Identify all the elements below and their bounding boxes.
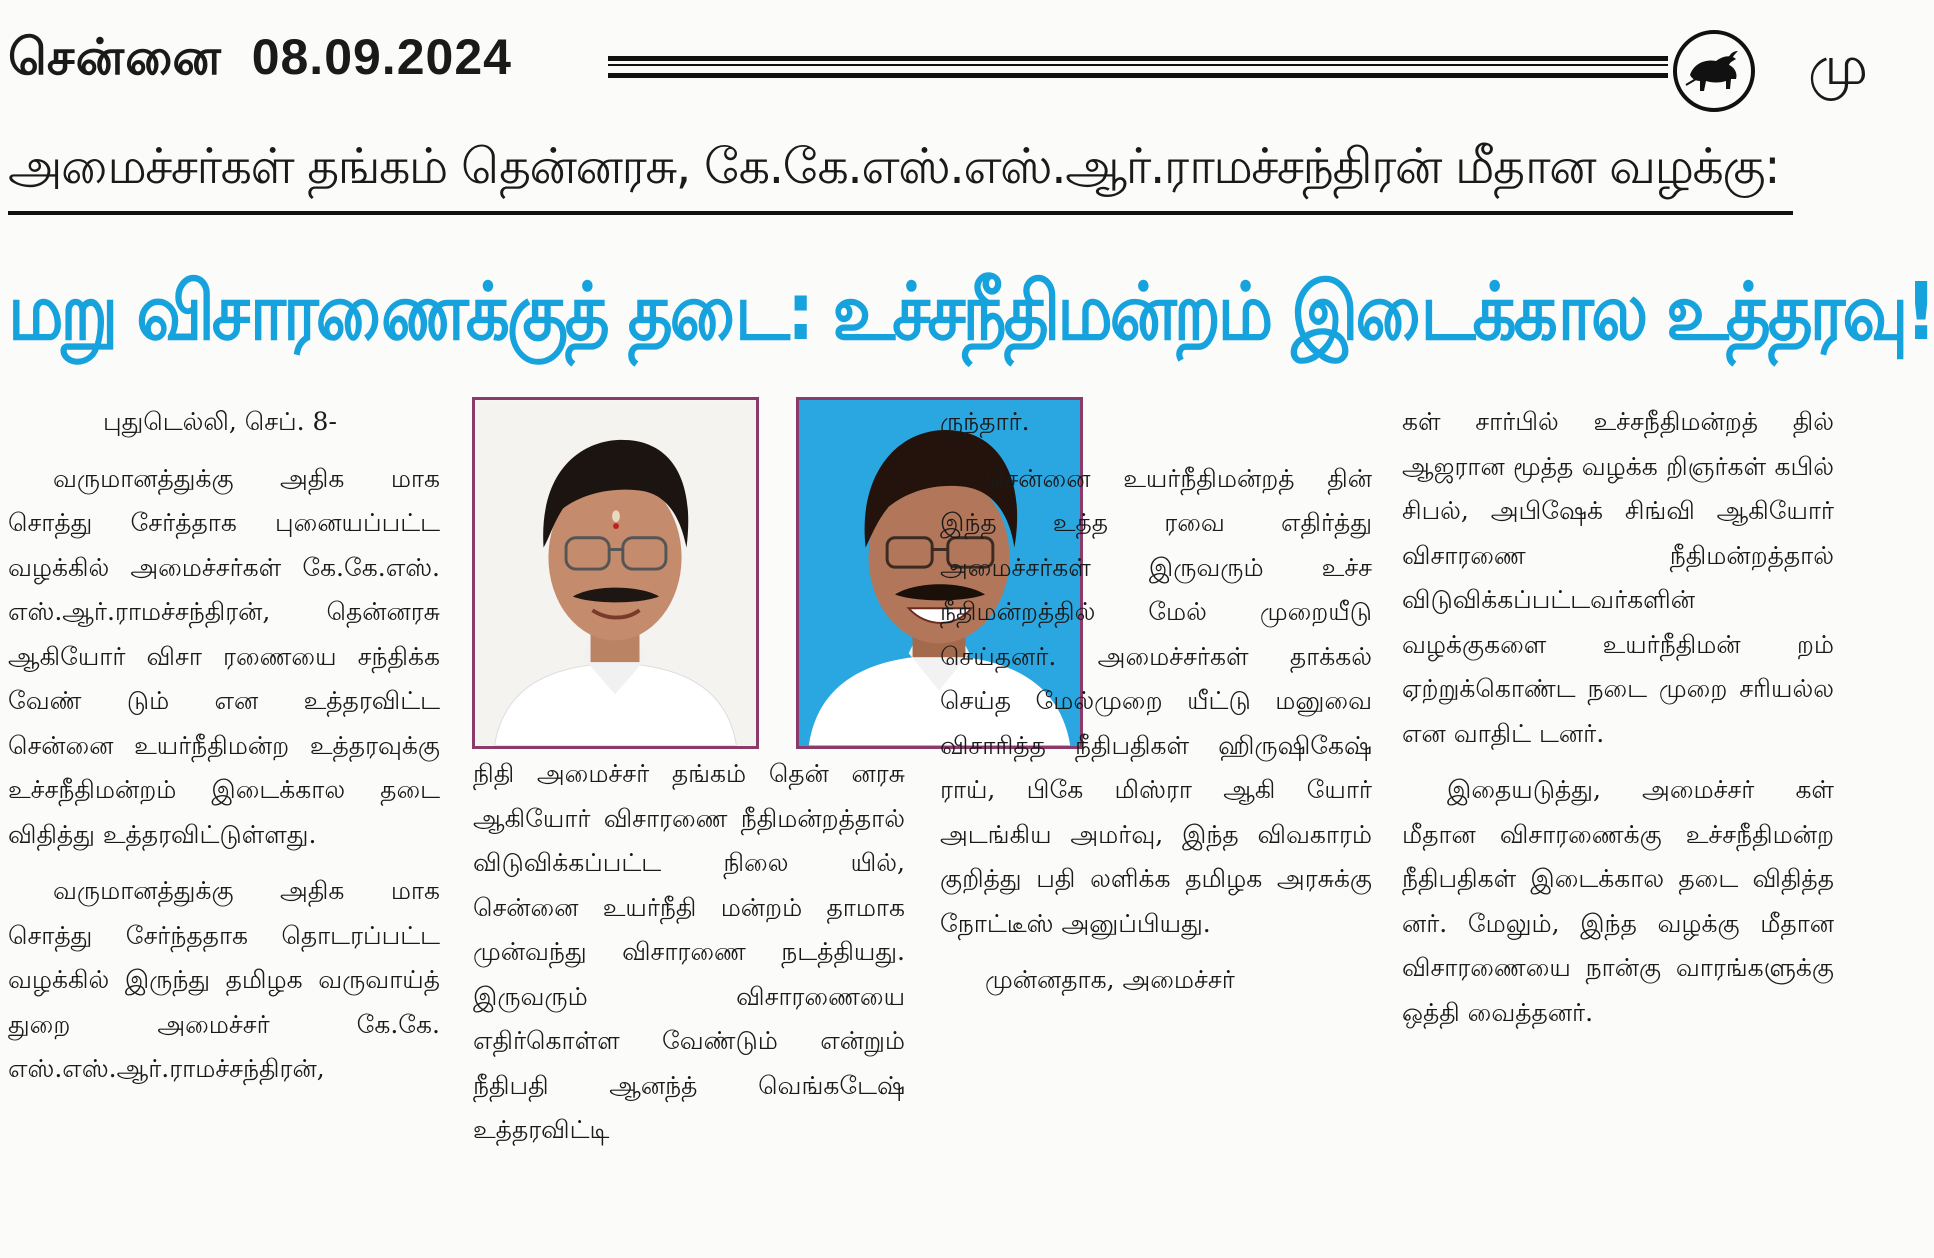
kicker-headline: அமைச்சர்கள் தங்கம் தென்னரசு, கே.கே.எஸ்.எஸ்.ஆர்.ராமச்சந்திரன் மீதான வழக்கு: xyxy=(8,135,1793,215)
edition-date: 08.09.2024 xyxy=(251,29,512,85)
article-paragraph: நிதி அமைச்சர் தங்கம் தென் னரசு ஆகியோர் விசாரணை நீதிமன்றத்தால் விடுவிக்கப்பட்ட நிலை யில், சென்னை உயர்நீதி மன்றம் தாமாக முன்வந்து விசாரணை நடத்தியது. இருவரும் விசாரணையை எதிர்கொள்ள வேண்டும் என்றும் நீதிபதி ஆனந்த் வெங்கடேஷ் உத்தரவிட்டி xyxy=(473,759,905,1144)
article-paragraph: வருமானத்துக்கு அதிக மாக சொத்து சேர்ந்ததாக தொடரப்பட்ட வழக்கில் இருந்து தமிழக வருவாய்த் துறை அமைச்சர் கே.கே. எஸ்.எஸ்.ஆர்.ராமச்சந்திரன், xyxy=(8,876,440,1083)
article-paragraph: சென்னை உயர்நீதிமன்றத் தின் இந்த உத்த ரவை எதிர்த்து அமைச்சர்கள் இருவரும் உச்ச நீதிமன்றத்தில் மேல் முறையீடு செய்தனர். அமைச்சர்கள் தாக்கல் செய்த மேல்முறை யீட்டு மனுவை விசாரித்த நீதிபதிகள் ஹிருஷிகேஷ் ராய், பிகே மிஸ்ரா ஆகி யோர் அடங்கிய அமர்வு, இந்த விவகாரம் குறித்து பதி லளிக்க தமிழக அரசுக்கு நோட்டீஸ் அனுப்பியது. xyxy=(940,463,1372,938)
minister-photo-1 xyxy=(472,397,759,749)
bull-emblem-icon xyxy=(1673,30,1755,112)
article-column-2 xyxy=(473,752,905,1250)
masthead xyxy=(8,28,1868,118)
article-paragraph: கள் சார்பில் உச்சநீதிமன்றத் தில் ஆஜரான மூத்த வழக்க றிஞர்கள் கபில் சிபல், அபிஷேக் சிங்வி ஆகியோர் விசாரணை நீதிமன்றத்தால் விடுவிக்கப்பட்டவர்களின் வழக்குகளை உயர்நீதிமன் றம் ஏற்றுக்கொண்ட நடை முறை சரியல்ல என வாதிட் டனர். xyxy=(1402,407,1834,748)
article-paragraph: ருந்தார். xyxy=(940,407,1030,436)
masthead-edge-text: மு xyxy=(1808,34,1868,97)
city-name: சென்னை xyxy=(8,29,222,85)
article-paragraph: வருமானத்துக்கு அதிக மாக சொத்து சேர்த்தாக புனையப்பட்ட வழக்கில் அமைச்சர்கள் கே.கே.எஸ். எஸ்.ஆர்.ராமச்சந்திரன், தென்னரசு ஆகியோர் விசா ரணையை சந்திக்க வேண் டும் என உத்தரவிட்ட சென்னை உயர்நீதிமன்ற உத்தரவுக்கு உச்சநீதிமன்றம் இடைக்கால தடை விதித்து உத்தரவிட்டுள்ளது. xyxy=(8,463,440,849)
dateline xyxy=(8,28,512,93)
article-dateline: புதுடெல்லி, செப். 8- xyxy=(103,407,337,436)
article-column-1 xyxy=(8,400,440,1250)
article-column-3 xyxy=(940,400,1372,1250)
article-paragraph: இதையடுத்து, அமைச்சர் கள் மீதான விசாரணைக்கு உச்சநீதிமன்ற நீதிபதிகள் இடைக்கால தடை விதித்த னர். மேலும், இந்த வழக்கு மீதான விசாரணையை நான்கு வாரங்களுக்கு ஒத்தி வைத்தனர். xyxy=(1402,775,1834,1027)
main-headline: மறு விசாரணைக்குத் தடை: உச்சநீதிமன்றம் இடைக்கால உத்தரவு! xyxy=(8,266,1934,359)
masthead-rule xyxy=(608,56,1668,78)
article-column-4 xyxy=(1402,400,1834,1250)
article-paragraph: முன்னதாக, அமைச்சர் xyxy=(985,965,1235,994)
